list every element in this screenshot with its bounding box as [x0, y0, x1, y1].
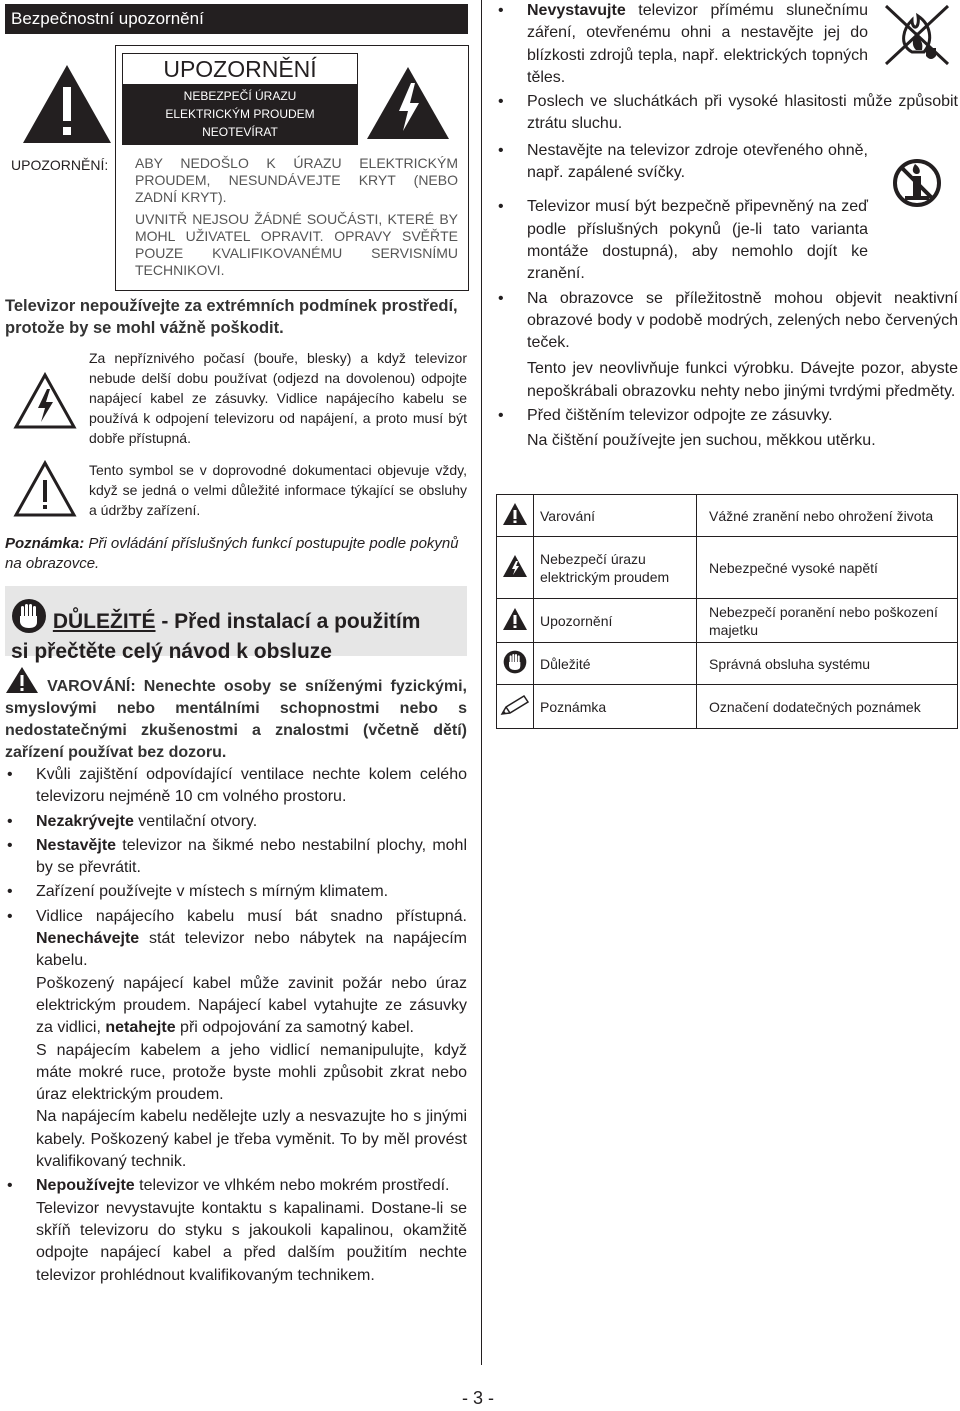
warning-paragraph: UVNITŘ NEJSOU ŽÁDNÉ SOUČÁSTI, KTERÉ BY MOHL UŽIVATEL OPRAVIT. OPRAVY SVĚŘTE POUZE KVALIFIKOVANÉMU SERVISNÍMU TECHNIKOVI.	[135, 211, 458, 278]
warning-triangle-icon	[502, 502, 528, 526]
left-column	[5, 4, 468, 1284]
caution-triangle-icon	[502, 607, 528, 631]
hazard-line: ELEKTRICKÝM PROUDEM	[165, 107, 315, 121]
list-item: • Před čištěním televizor odpojte ze zásuvky. Na čištění používejte jen suchou, měkkou utěrku.	[498, 407, 876, 450]
varovani-paragraph	[5, 666, 467, 764]
warning-label: UPOZORNĚNÍ:	[11, 157, 109, 173]
left-bullet-list	[5, 764, 467, 1289]
right-bullet-list	[496, 0, 958, 455]
column-divider	[481, 0, 482, 1365]
exclamation-text: Tento symbol se v doprovodné dokumentaci objevuje vždy, když se jedná o velmi důležité informace týkající se obsluhy a údržby zařízení.	[89, 462, 467, 518]
list-item: • Nestavějte televizor na šikmé nebo nestabilní plochy, mohl by se převrátit.	[7, 836, 467, 877]
note-text: Při ovládání příslušných funkcí postupujte podle pokynů na obrazovce.	[5, 535, 459, 572]
hand-icon	[11, 598, 47, 634]
important-box	[5, 586, 467, 663]
list-item: • Nevystavujte televizor přímému slunečnímu záření, otevřenému ohni a nestavějte jej do blízkosti zdrojů tepla, např. elektrických topných těles.	[498, 2, 868, 86]
list-item: • Na obrazovce se příležitostně mohou objevit neaktivní obrazové body v podobě modrých, zelených nebo červených teček. Tento jev neovlivňuje funkci výrobku. Dávejte pozor, abyste nepoškrábali obrazovku nehty nebo jinými tvrdými předměty.	[498, 289, 958, 400]
page-number: - 3 -	[462, 1388, 495, 1408]
note-label: Poznámka:	[5, 535, 85, 552]
warning-title: UPOZORNĚNÍ	[122, 53, 358, 85]
important-rest: si přečtěte celý návod k obsluze	[11, 640, 332, 663]
lightning-text: Za nepříznivého počasí (bouře, blesky) a když televizor nebude delší dobu používat (odjezd na dovolenou) odpojte napájecí kabel ze zásuvky. Vidlice napájecího kabelu se používá k odpojení televizoru od napájení, a proto musí být dobře přístupná.	[89, 350, 467, 446]
lightning-triangle-icon	[502, 554, 528, 578]
no-fire-icon	[882, 2, 952, 68]
table-row: Důležité Správná obsluha systému	[497, 643, 958, 685]
extreme-conditions-heading: Televizor nepoužívejte za extrémních podmínek prostředí, protože by se mohl vážně poškodit.	[5, 297, 458, 337]
varovani-text: Nenechte osoby se sníženými fyzickými, smyslovými nebo mentálními schopnostmi nebo s nedostatečnými zkušenostmi a znalostmi (včetně dětí) zařízení používat bez dozoru.	[5, 678, 467, 761]
symbol-legend-table	[496, 494, 958, 729]
list-item: • Nezakrývejte ventilační otvory.	[7, 812, 258, 830]
list-item: • Zařízení používejte v místech s mírným klimatem.	[7, 883, 389, 901]
important-title	[11, 598, 420, 667]
hazard-line: NEOTEVÍRAT	[202, 125, 278, 139]
section-title: Bezpečnostní upozornění	[5, 4, 468, 34]
important-rest: - Před instalací a použitím	[155, 610, 421, 633]
hazard-banner	[122, 84, 358, 145]
list-item: • Poslech ve sluchátkách při vysoké hlasitosti může způsobit ztrátu sluchu.	[498, 93, 958, 133]
warning-box	[5, 45, 465, 295]
warning-paragraph: ABY NEDOŠLO K ÚRAZU ELEKTRICKÝM PROUDEM, NESUNDÁVEJTE KRYT (NEBO ZADNÍ KRYT).	[135, 155, 458, 205]
list-item: • Vidlice napájecího kabelu musí bát snadno přístupná. Nenechávejte stát televizor nebo nábytek na napájecím kabelu. Poškozený napájecí kabel může zavinit požár nebo úraz elektrickým proudem. Napájecí kabel vytahujte ze zásuvky za vidlici, netahejte při odpojování za samotný kabel. S napájecím kabelem a jeho vidlicí nemanipulujte, když máte mokré ruce, protože byste mohli způsobit zkrat nebo úraz elektrickým proudem. Na napájecím kabelu nedělejte uzly a nesvazujte ho s jinými kabely. Poškozený kabel je třeba vyměnit. To by měl provést kvalifikovaný technik.	[7, 907, 467, 1171]
list-item: • Kvůli zajištění odpovídající ventilace nechte kolem celého televizoru nejméně 10 cm volného prostoru.	[7, 766, 467, 806]
hand-icon	[503, 650, 527, 674]
note	[5, 534, 467, 574]
warning-triangle-icon	[5, 666, 39, 694]
list-item: • Nestavějte na televizor zdroje otevřeného ohně, např. zapálené svíčky.	[498, 141, 868, 182]
exclamation-triangle-icon	[21, 63, 113, 145]
important-word: DŮLEŽITÉ	[52, 610, 156, 633]
pencil-icon	[500, 694, 530, 716]
warning-text	[135, 155, 458, 284]
no-candle-icon	[891, 152, 943, 214]
table-row: Upozornění Nebezpečí poranění nebo poškození majetku	[497, 599, 958, 643]
varovani-label: VAROVÁNÍ:	[47, 678, 136, 695]
list-item: • Nepoužívejte televizor ve vlhkém nebo mokrém prostředí. Televizor nevystavujte kontaktu s kapalinami. Dostane-li se skříň televizoru do styku s jakoukoli kapalinou, okamžitě odpojte napájecí kabel a před dalším použitím nechte televizor prohlédnout kvalifikovaným technikem.	[7, 1177, 467, 1284]
table-row: Poznámka Označení dodatečných poznámek	[497, 685, 958, 729]
lightning-triangle-icon	[365, 65, 451, 141]
table-row: Nebezpečí úrazu elektrickým proudem Nebezpečné vysoké napětí	[497, 537, 958, 599]
hazard-line: NEBEZPEČÍ ÚRAZU	[183, 89, 297, 103]
exclamation-triangle-icon	[13, 460, 77, 518]
table-row: Varování Vážné zranění nebo ohrožení života	[497, 495, 958, 537]
list-item: • Televizor musí být bezpečně připevněný na zeď podle příslušných pokynů (je-li tato varianta montáže dostupná), aby nemohlo dojít ke zranění.	[498, 198, 868, 283]
lightning-triangle-icon	[13, 372, 77, 430]
